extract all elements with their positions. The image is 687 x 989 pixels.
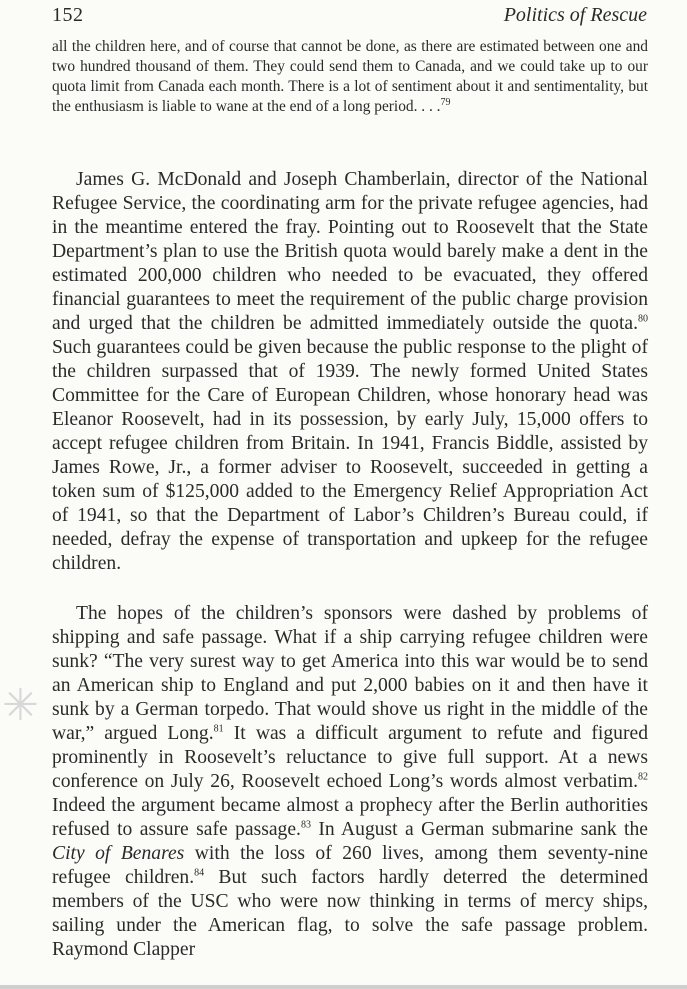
body-paragraph-1 — [52, 168, 648, 576]
ship-name: City of Benares — [52, 843, 185, 864]
page-bottom-edge — [0, 985, 687, 989]
paragraph-text: James G. McDonald and Joseph Chamberlain, director of the National Refugee Service, the coordinating arm for the private refugee agencies, had in the meantime entered the fray. Pointing out to Roosevelt that the State Department’s plan to use the British quota would barely make a dent in the estimated 200,000 children who needed to be evacuated, they offered financial guarantees to meet the requirement of the public charge provision and urged that the children be admitted immediately outside the quota. — [52, 169, 648, 334]
block-quote — [52, 37, 648, 117]
paragraph-text: In August a German submarine sank the — [310, 819, 648, 840]
footnote-ref: 83 — [300, 819, 311, 831]
paragraph-text: Such guarantees could be given because the public response to the plight of the children surpassed that of 1939. The newly formed United States Committee for the Care of European Children, whose honorary head was Eleanor Roosevelt, had in its possession, by early July, 15,000 offers to accept refugee children from Britain. In 1941, Francis Biddle, assisted by James Rowe, Jr., a former adviser to Roosevelt, succeeded in getting a token sum of $125,000 added to the Emergency Relief Appropriation Act of 1941, so that the Department of Labor’s Children’s Bureau could, if needed, defray the expense of transportation and upkeep for the refugee children. — [52, 337, 648, 574]
paragraph-text: The hopes of the children’s sponsors were dashed by problems of shipping and safe passage. What if a ship carrying refugee children were sunk? “The very surest way to get America into this war would be to send an American ship to England and put 2,000 babies on it and then have it sunk by a German torpedo. That would shove us right in the middle of the war,” argued Long. — [52, 603, 648, 744]
paragraph-text: with the loss of 260 lives, among them seventy-nine refugee children. — [52, 843, 648, 888]
paragraph-text: It was a difficult argument to refute and figured prominently in Roosevelt’s reluctance to give full support. At a news conference on July 26, Roosevelt echoed Long’s words almost verbatim. — [52, 723, 648, 792]
page-number: 152 — [52, 4, 84, 26]
running-head: Politics of Rescue — [503, 4, 647, 26]
footnote-ref: 80 — [638, 313, 648, 325]
quote-text: all the children here, and of course that cannot be done, as there are estimated between one and two hundred thousand of them. They could send them to Canada, and we could take up to our quota limit from Canada each month. There is a lot of sentiment about it and sentimentality, but the enthusiasm is liable to wane at the end of a long period. . . . — [52, 38, 648, 115]
footnote-ref: 81 — [213, 723, 224, 735]
body-paragraph-2 — [52, 602, 648, 962]
footnote-ref: 79 — [440, 96, 451, 108]
footnote-ref: 82 — [638, 771, 648, 783]
margin-asterisk-mark: ✳ — [2, 680, 39, 731]
page-header — [52, 4, 647, 32]
paragraph-text: But such factors hardly deterred the determined members of the USC who were now thinking in terms of mercy ships, sailing under the American flag, to solve the safe passage problem. Raymond Clapper — [52, 867, 648, 960]
paragraph-text: Indeed the argument became almost a prophecy after the Berlin authorities refused to assure safe passage. — [52, 795, 648, 840]
footnote-ref: 84 — [194, 867, 205, 879]
